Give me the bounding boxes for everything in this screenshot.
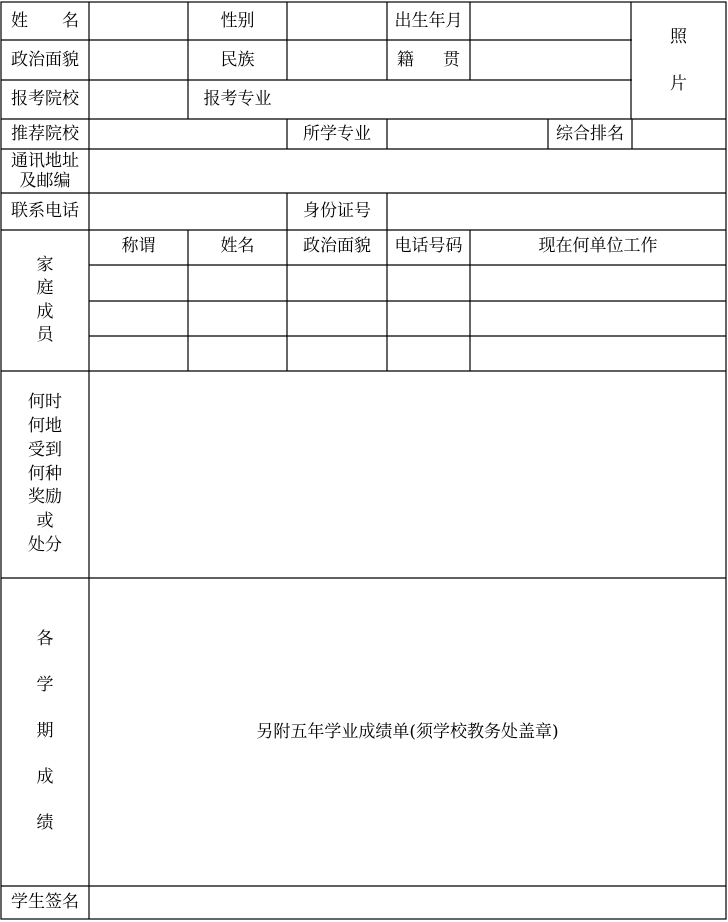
name-field[interactable] bbox=[89, 2, 188, 40]
family-label-char: 员 bbox=[36, 324, 54, 345]
name-label bbox=[1, 2, 89, 40]
current-major-label: 所学专业 bbox=[303, 123, 371, 144]
awards-label-line: 受到 bbox=[28, 439, 62, 460]
gender-label: 性别 bbox=[220, 10, 255, 31]
political-status-label: 政治面貌 bbox=[11, 49, 79, 70]
overall-rank-label: 综合排名 bbox=[556, 123, 624, 144]
photo-label-char-1: 照 bbox=[670, 27, 687, 48]
family-header-political: 政治面貌 bbox=[303, 236, 371, 256]
recommend-school-label: 推荐院校 bbox=[11, 123, 79, 144]
name-label-char-2: 名 bbox=[62, 10, 79, 31]
awards-label-line: 处分 bbox=[28, 534, 62, 555]
address-field[interactable] bbox=[89, 149, 726, 193]
grades-label-char: 期 bbox=[36, 721, 54, 742]
birth-date-label: 出生年月 bbox=[394, 10, 463, 31]
awards-label-line: 何时 bbox=[28, 392, 62, 413]
family-row-2[interactable] bbox=[89, 301, 726, 336]
grades-label bbox=[1, 578, 89, 886]
name-label-char-1: 姓 bbox=[11, 10, 28, 31]
family-label-char: 庭 bbox=[36, 278, 54, 299]
native-place-label bbox=[387, 40, 470, 80]
family-header-name: 姓名 bbox=[220, 236, 255, 256]
phone-field[interactable] bbox=[89, 193, 287, 230]
grades-label-char: 绩 bbox=[36, 812, 54, 833]
awards-label-line: 何种 bbox=[28, 463, 62, 484]
signature-field[interactable] bbox=[89, 886, 726, 919]
family-row-3[interactable] bbox=[89, 336, 726, 371]
native-place-char-1: 籍 bbox=[397, 49, 414, 70]
address-label-line-2: 及邮编 bbox=[19, 171, 71, 191]
family-header-workplace: 现在何单位工作 bbox=[538, 236, 658, 256]
overall-rank-field[interactable] bbox=[632, 119, 726, 149]
family-row-1[interactable] bbox=[89, 265, 726, 301]
family-header-phone: 电话号码 bbox=[394, 236, 463, 256]
native-place-char-2: 贯 bbox=[443, 49, 460, 70]
apply-major-field[interactable] bbox=[287, 80, 631, 119]
phone-label: 联系电话 bbox=[11, 201, 79, 222]
ethnicity-field[interactable] bbox=[287, 40, 387, 80]
awards-label-line: 何地 bbox=[28, 416, 62, 436]
grades-label-char: 成 bbox=[36, 766, 54, 787]
family-label-char: 成 bbox=[36, 301, 54, 322]
photo-label-char-2: 片 bbox=[670, 73, 687, 94]
apply-school-label: 报考院校 bbox=[11, 89, 79, 110]
native-place-field[interactable] bbox=[470, 40, 631, 80]
gender-field[interactable] bbox=[287, 2, 387, 40]
grades-label-char: 学 bbox=[36, 675, 54, 696]
address-label bbox=[1, 149, 89, 193]
ethnicity-label: 民族 bbox=[220, 49, 255, 70]
apply-school-field[interactable] bbox=[89, 80, 188, 119]
family-header-relation: 称谓 bbox=[121, 236, 156, 256]
awards-field[interactable] bbox=[89, 371, 726, 578]
current-major-field[interactable] bbox=[387, 119, 548, 149]
awards-label-line: 奖励 bbox=[28, 487, 62, 508]
awards-label-line: 或 bbox=[36, 511, 54, 532]
id-number-label: 身份证号 bbox=[303, 201, 371, 222]
signature-label: 学生签名 bbox=[11, 892, 79, 913]
recommend-school-field[interactable] bbox=[89, 119, 287, 149]
id-number-field[interactable] bbox=[387, 193, 726, 230]
family-label-char: 家 bbox=[36, 255, 54, 276]
birth-date-field[interactable] bbox=[470, 2, 631, 40]
awards-label bbox=[1, 371, 89, 578]
apply-major-label: 报考专业 bbox=[203, 89, 272, 110]
grades-label-char: 各 bbox=[36, 629, 54, 650]
photo-area[interactable] bbox=[631, 2, 726, 119]
political-status-field[interactable] bbox=[89, 40, 188, 80]
address-label-line-1: 通讯地址 bbox=[11, 150, 79, 171]
family-members-label bbox=[1, 230, 89, 371]
grades-note: 另附五年学业成绩单(须学校教务处盖章) bbox=[256, 721, 559, 742]
